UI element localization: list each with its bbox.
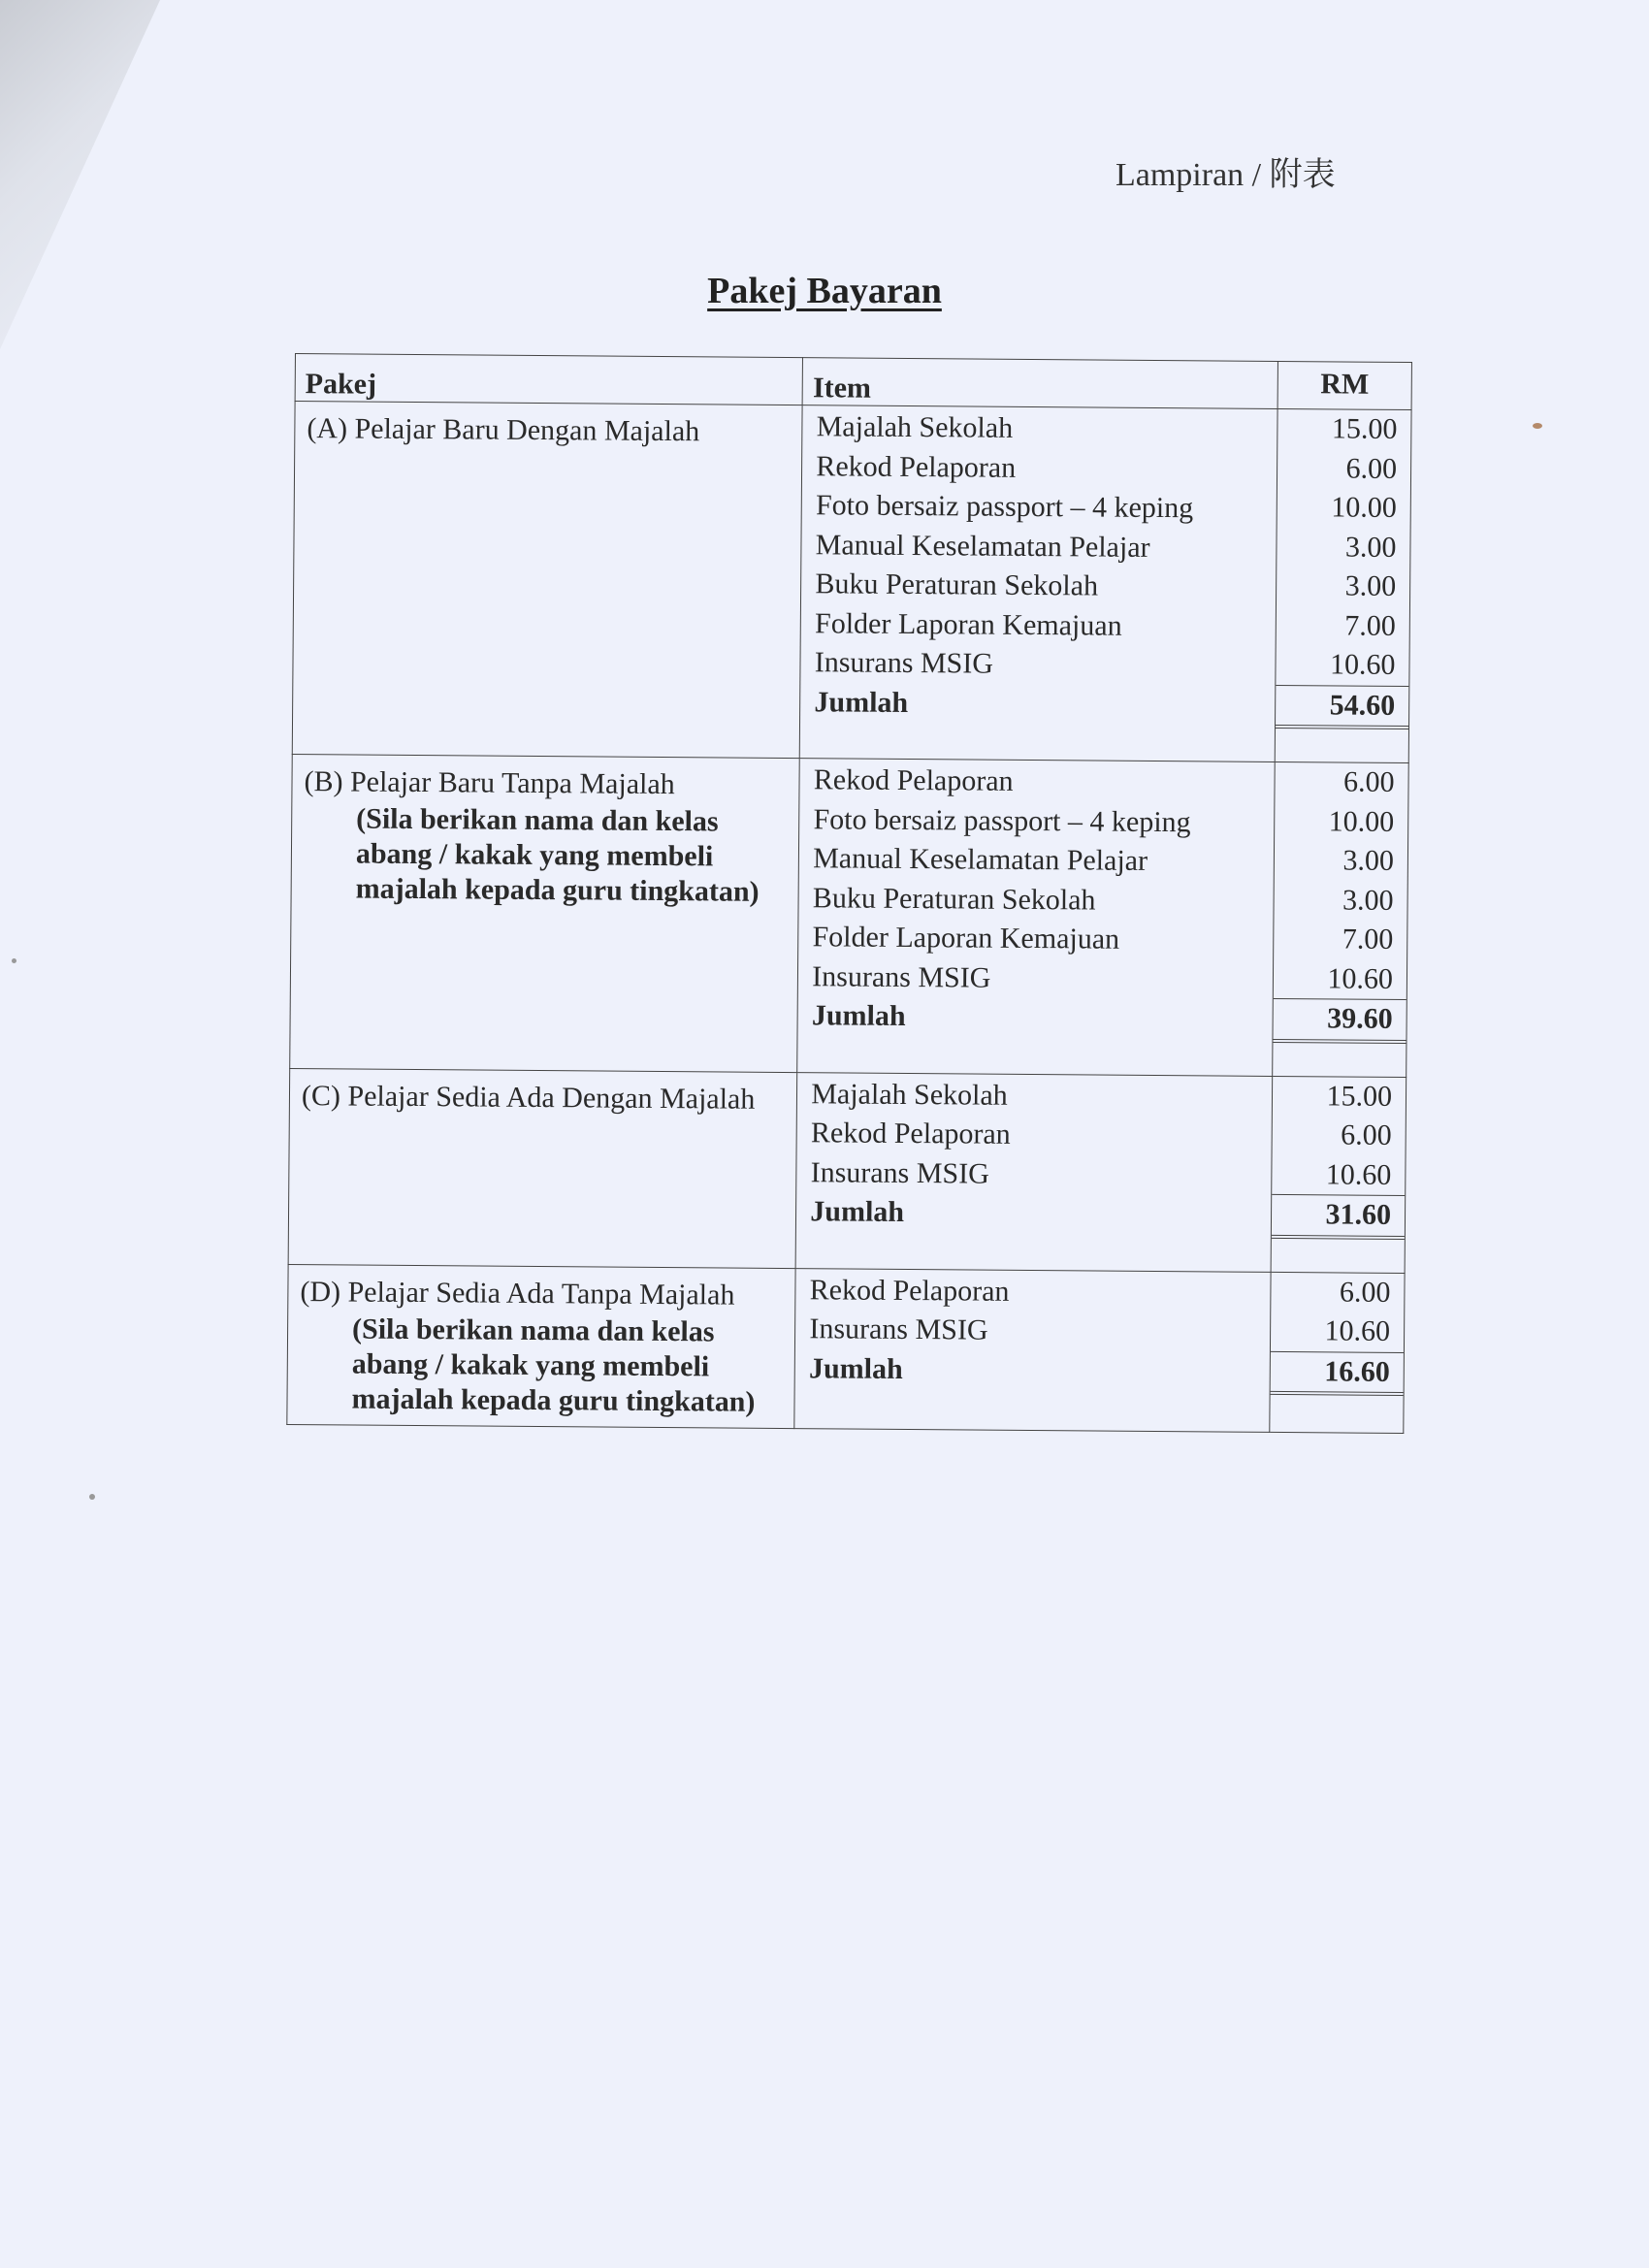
- column-header-item: Item: [802, 358, 1277, 409]
- amount-spacer: [1272, 1238, 1405, 1272]
- item-amount: 10.60: [1276, 645, 1408, 687]
- package-note: (Sila berikan nama dan kelas abang / kakak yang membeli majalah kepada guru tingkatan): [351, 1312, 756, 1418]
- item-label: Insurans MSIG: [809, 1312, 988, 1346]
- total-amount: 54.60: [1276, 685, 1408, 729]
- amount-cell: [1275, 408, 1411, 762]
- package-name: (B) Pelajar Baru Tanpa Majalah: [304, 765, 675, 801]
- item-amount: 3.00: [1344, 531, 1397, 564]
- amount-cell: [1271, 1076, 1406, 1273]
- package-name: (D) Pelajar Sedia Ada Tanpa Majalah: [300, 1275, 735, 1312]
- package-row: [287, 1264, 1405, 1433]
- item-label: Buku Peraturan Sekolah: [812, 881, 1096, 917]
- item-amount: 7.00: [1344, 609, 1396, 642]
- item-label: Rekod Pelaporan: [813, 763, 1014, 797]
- item-amount: 6.00: [1341, 1118, 1392, 1151]
- item-label: Foto bersaiz passport – 4 keping: [813, 802, 1191, 838]
- item-amount: 6.00: [1339, 1275, 1391, 1309]
- annex-label: Lampiran / 附表: [1116, 157, 1336, 193]
- item-cell: [794, 1268, 1271, 1432]
- package-name: (C) Pelajar Sedia Ada Dengan Majalah: [301, 1079, 756, 1116]
- item-amount: 3.00: [1344, 569, 1397, 602]
- item-label: Insurans MSIG: [812, 959, 991, 994]
- item-label: Insurans MSIG: [814, 646, 994, 680]
- item-label: Majalah Sekolah: [811, 1077, 1008, 1112]
- package-note: (Sila berikan nama dan kelas abang / kakak yang membeli majalah kepada guru tingkatan): [355, 802, 760, 908]
- total-label: Jumlah: [808, 1351, 903, 1385]
- package-rows: [287, 402, 1411, 1434]
- item-amount: 10.00: [1331, 491, 1397, 524]
- item-amount: 10.60: [1274, 958, 1406, 1000]
- package-row: [288, 1068, 1406, 1273]
- item-amount: 10.60: [1271, 1312, 1404, 1353]
- item-amount: 3.00: [1342, 884, 1394, 917]
- item-amount: 10.00: [1328, 804, 1395, 838]
- item-cell: [795, 1072, 1272, 1272]
- item-amount: 15.00: [1326, 1079, 1393, 1113]
- table-header-row: [295, 354, 1411, 410]
- item-label: Buku Peraturan Sekolah: [815, 567, 1099, 602]
- package-name: (A) Pelajar Baru Dengan Majalah: [307, 412, 700, 448]
- amount-cell: [1273, 761, 1408, 1077]
- scan-speck: [12, 958, 16, 963]
- item-label: Majalah Sekolah: [816, 410, 1014, 444]
- scan-speck: [89, 1494, 95, 1500]
- item-label: Folder Laporan Kemajuan: [814, 606, 1122, 642]
- item-cell: [797, 759, 1275, 1076]
- column-header-rm: RM: [1277, 361, 1411, 409]
- item-label: Foto bersaiz passport – 4 keping: [815, 489, 1194, 525]
- item-label: Insurans MSIG: [810, 1155, 989, 1190]
- total-label: Jumlah: [810, 1195, 905, 1228]
- scan-speck: [1533, 423, 1542, 429]
- payment-package-table: [286, 353, 1412, 1434]
- total-amount: 39.60: [1274, 999, 1406, 1044]
- amount-cell: [1270, 1272, 1405, 1433]
- amount-spacer: [1273, 1042, 1406, 1076]
- item-amount: 3.00: [1342, 844, 1395, 877]
- item-label: Rekod Pelaporan: [809, 1273, 1010, 1308]
- item-label: Rekod Pelaporan: [810, 1117, 1011, 1150]
- item-label: Manual Keselamatan Pelajar: [815, 528, 1150, 564]
- item-label: Manual Keselamatan Pelajar: [813, 842, 1148, 877]
- package-row: [290, 754, 1409, 1077]
- total-label: Jumlah: [811, 999, 906, 1032]
- item-amount: 15.00: [1331, 412, 1398, 445]
- page-title: Pakej Bayaran: [707, 271, 942, 311]
- total-amount: 31.60: [1272, 1195, 1405, 1240]
- package-cell: [288, 1068, 797, 1268]
- total-amount: 16.60: [1271, 1351, 1404, 1396]
- package-cell: [287, 1264, 796, 1428]
- item-amount: 6.00: [1345, 452, 1398, 485]
- total-label: Jumlah: [814, 685, 909, 719]
- item-amount: 7.00: [1342, 923, 1394, 956]
- item-amount: 10.60: [1272, 1154, 1405, 1196]
- item-cell: [800, 405, 1278, 762]
- item-label: Folder Laporan Kemajuan: [812, 921, 1120, 956]
- item-amount: 6.00: [1342, 765, 1395, 798]
- package-cell: [290, 754, 800, 1072]
- package-row: [292, 402, 1411, 763]
- item-label: Rekod Pelaporan: [816, 449, 1017, 484]
- column-header-pakej: Pakej: [295, 354, 803, 405]
- package-cell: [292, 402, 802, 759]
- amount-spacer: [1270, 1395, 1403, 1429]
- amount-spacer: [1276, 729, 1408, 762]
